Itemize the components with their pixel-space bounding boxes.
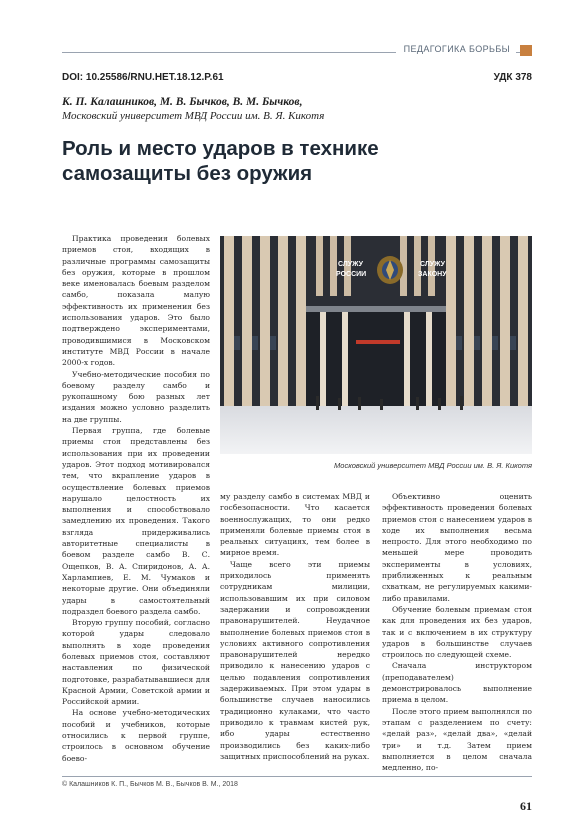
copyright: © Калашников К. П., Бычков М. В., Бычков В. М., 2018 bbox=[62, 781, 238, 788]
udk-code: УДК 378 bbox=[493, 72, 532, 83]
paragraph: На основе учебно-методических пособий и учебников, которые относились к первой группе, строилось в основном обучение боево- bbox=[62, 708, 210, 763]
authors: К. П. Калашников, М. В. Бычков, В. М. Бычков, bbox=[62, 96, 303, 108]
text-column-2 bbox=[220, 491, 370, 762]
university-building-photo bbox=[220, 236, 532, 454]
section-label: ПЕДАГОГИКА БОРЬБЫ bbox=[396, 44, 516, 54]
page-number: 61 bbox=[520, 799, 532, 813]
article-title bbox=[62, 136, 482, 186]
section-marker bbox=[520, 45, 532, 56]
paragraph: Сначала инструктором (преподавателем) демонстрировалось выполнение приема в целом. bbox=[382, 661, 532, 705]
figure-caption: Московский университет МВД России им. В. Я. Кикотя bbox=[334, 461, 532, 470]
paragraph: Объективно оценить эффективность проведения болевых приемов стоя с нанесением ударов в ходе их выполнения весьма непросто. Для этого необходимо по меньшей мере проводить эксперименты в условиях, приближенных к реальным схваткам, не регулируемых какими-либо правилами. bbox=[382, 492, 532, 603]
footer-rule bbox=[62, 776, 532, 777]
banner-left-line1: СЛУЖУ bbox=[338, 261, 364, 268]
text-column-3 bbox=[382, 491, 532, 773]
emblem-icon bbox=[377, 256, 403, 284]
paragraph: Вторую группу пособий, согласно которой удары следовало выполнять в ходе проведения болевых приемов стоя, составляют наставления по физической подготовке, разрабатывавшиеся для Красной Армии, Советской армии и Российской армии. bbox=[62, 618, 210, 707]
paragraph: Первая группа, где болевые приемы стоя представлены без использования при их проведении ударов. Этот подход мотивировался тем, что вкрапление ударов в осуществление болевых приемов нарушало целостность их выполнения и способствовало замедлению их проведения. Такого взгляда придерживались авторитетные специалисты в боевом разделе самбо В. С. Ощепков, В. А. Спиридонов, А. А. Харлампиев, Е. М. Чумаков и некоторые другие. Они объединяли удары в самостоятельный подраздел боевого раздела самбо. bbox=[62, 426, 210, 616]
title-line: Роль и место ударов в технике bbox=[62, 137, 379, 160]
paragraph: Учебно-методические пособия по боевому разделу самбо и рукопашному бою разных лет издания можно условно разделить на две группы. bbox=[62, 369, 210, 424]
paragraph: му разделу самбо в системах МВД и госбезопасности. Что касается военнослужащих, то они редко применяли болевые приемы стоя в реальных ситуациях, тем более в мирное время. bbox=[220, 492, 370, 558]
banner-right-line1: СЛУЖУ bbox=[420, 261, 446, 268]
affiliation: Московский университет МВД России им. В. Я. Кикотя bbox=[62, 110, 325, 122]
doi[interactable]: DOI: 10.25586/RNU.HET.18.12.P.61 bbox=[62, 72, 224, 83]
paragraph: Обучение болевым приемам стоя как для проведения их без ударов, так и с включением в их структуру ударов в большинстве случаев строилось по следующей схеме. bbox=[382, 604, 532, 660]
paragraph: Практика проведения болевых приемов стоя, входящих в различные программы самозащиты без оружия, которые в прошлом веке именовалась боевым разделом самбо, показала малую эффективность их применения без использования ударов. Это было подтверждено экспериментами, проводившимися в Московском институте МВД России в начале 2000-х годов. bbox=[62, 234, 210, 368]
paragraph: После этого прием выполнялся по этапам с разделением по счету: «делай раз», «делай два», «делай три» и т.д. Затем прием выполняется в целом сначала медленно, по- bbox=[382, 706, 532, 773]
banner-right-line2: ЗАКОНУ bbox=[418, 271, 447, 278]
paragraph: Чаще всего эти приемы приходилось применять сотрудникам милиции, использовавшим их при силовом задержании и сопровождении правонарушителей. Неудачное выполнение болевых приемов стоя в условиях активного сопротивления правонарушителей нередко приводило к нанесению ударов с целью подавления сопротивления задерживаемых. При этом удары в большинстве случаев наносились традиционно кулаками, что часто приводило к травмам кистей рук, ибо удары естественно производились без каких-либо защитных приспособлений на руках. bbox=[220, 559, 370, 761]
banner-left-line2: РОССИИ bbox=[336, 271, 367, 278]
text-column-1 bbox=[62, 233, 210, 764]
title-line: самозащиты без оружия bbox=[62, 162, 313, 185]
